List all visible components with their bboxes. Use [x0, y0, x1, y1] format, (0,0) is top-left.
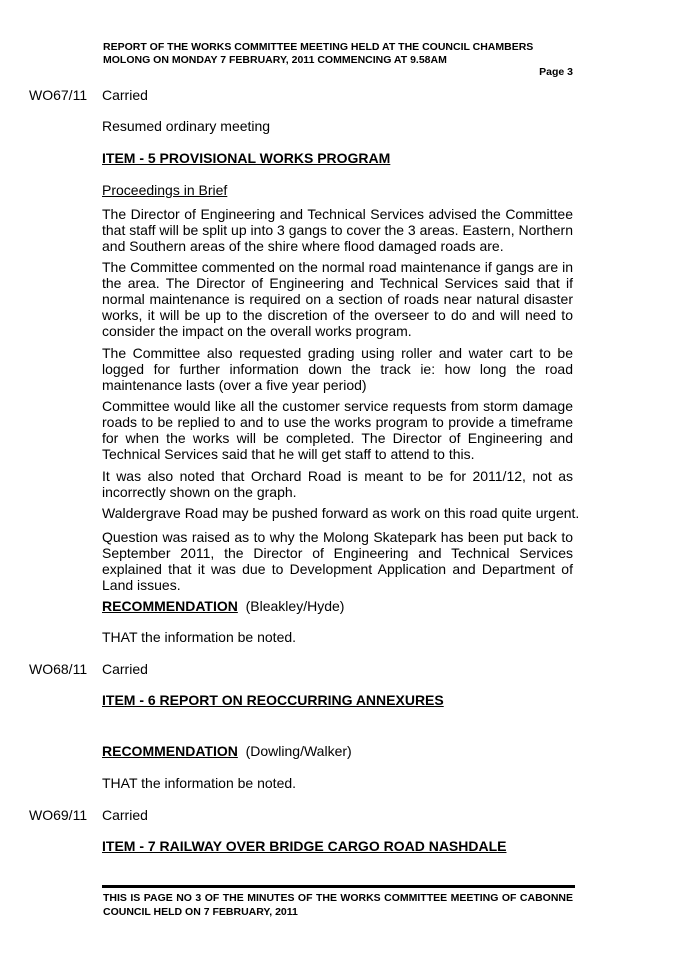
footer-text: THIS IS PAGE NO 3 OF THE MINUTES OF THE WORKS COMMITTEE MEETING OF CABONNE COUNCIL HELD ON 7 FEBRUARY, 2011: [103, 892, 573, 918]
recommendation-movers: (Dowling/Walker): [245, 743, 352, 759]
paragraph-3: The Committee also requested grading using roller and water cart to be logged for further information down the track ie: how long the road maintenance lasts (over a five year period): [102, 345, 573, 393]
paragraph-7: Question was raised as to why the Molong Skatepark has been put back to September 2011, the Director of Engineering and Technical Services explained that it was due to Development Application and Department of Land issues.: [102, 529, 573, 593]
recommendation-1-text: THAT the information be noted.: [102, 629, 297, 645]
paragraph-5: It was also noted that Orchard Road is meant to be for 2011/12, not as incorrectly shown on the graph.: [102, 468, 573, 500]
paragraph-4: Committee would like all the customer service requests from storm damage roads to be replied to and to use the works program to provide a timeframe for when the works will be completed. The Director of Engineering and Technical Services said that he will get staff to attend to this.: [102, 398, 573, 462]
item-7-title: ITEM - 7 RAILWAY OVER BRIDGE CARGO ROAD NASHDALE: [102, 838, 507, 854]
resolution-ref-wo69: WO69/11: [29, 807, 88, 823]
recommendation-1: [102, 598, 344, 614]
recommendation-2-text: THAT the information be noted.: [102, 775, 297, 791]
item-6-title: ITEM - 6 REPORT ON REOCCURRING ANNEXURES: [102, 692, 444, 708]
resolution-text-wo68: Carried: [102, 661, 148, 677]
paragraph-2: The Committee commented on the normal road maintenance if gangs are in the area. The Director of Engineering and Technical Services said that if normal maintenance is required on a section of roads near natural disaster works, it will be up to the discretion of the overseer to do and will need to consider the impact on the overall works program.: [102, 259, 573, 339]
resumed-text: Resumed ordinary meeting: [102, 118, 271, 134]
header-line-2: MOLONG ON MONDAY 7 FEBRUARY, 2011 COMMENCING AT 9.58AM: [103, 54, 447, 66]
resolution-ref-wo67: WO67/11: [29, 87, 88, 103]
item-5-title: ITEM - 5 PROVISIONAL WORKS PROGRAM: [102, 150, 391, 166]
resolution-text-wo67: Carried: [102, 87, 148, 103]
recommendation-label: RECOMMENDATION: [102, 598, 238, 614]
page-number: Page 3: [539, 66, 573, 78]
recommendation-movers: (Bleakley/Hyde): [245, 598, 345, 614]
header-line-1: REPORT OF THE WORKS COMMITTEE MEETING HELD AT THE COUNCIL CHAMBERS: [103, 41, 534, 53]
recommendation-label: RECOMMENDATION: [102, 743, 238, 759]
resolution-ref-wo68: WO68/11: [29, 661, 88, 677]
paragraph-6: Waldergrave Road may be pushed forward as work on this road quite urgent.: [102, 505, 580, 521]
recommendation-2: [102, 743, 352, 759]
paragraph-1: The Director of Engineering and Technical Services advised the Committee that staff will be split up into 3 gangs to cover the 3 areas. Eastern, Northern and Southern areas of the shire where flood damaged roads are.: [102, 206, 573, 254]
resolution-text-wo69: Carried: [102, 807, 148, 823]
proceedings-heading: Proceedings in Brief: [102, 182, 228, 198]
footer-rule: [102, 885, 575, 888]
